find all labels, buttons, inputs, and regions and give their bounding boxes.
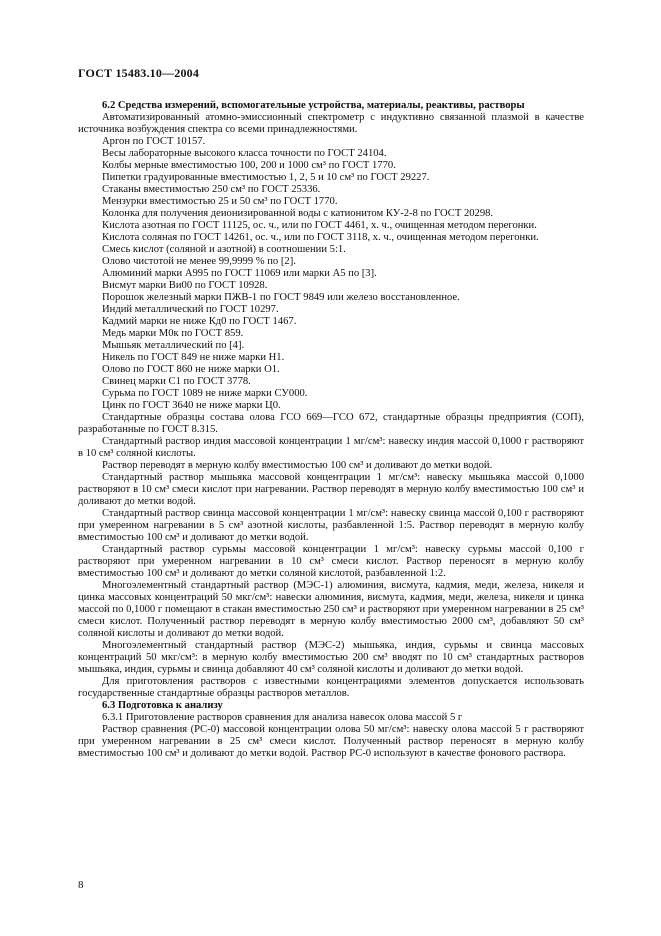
paragraph: Кислота азотная по ГОСТ 11125, ос. ч., или по ГОСТ 4461, х. ч., очищенная методом перегонки.	[102, 220, 537, 231]
section-heading: 6.2 Средства измерений, вспомогательные устройства, материалы, реактивы, растворы	[102, 100, 525, 111]
paragraph: Колбы мерные вместимостью 100, 200 и 1000 см³ по ГОСТ 1770.	[102, 160, 396, 171]
paragraph: Олово по ГОСТ 860 не ниже марки О1.	[102, 364, 280, 375]
paragraph: Медь марки М0к по ГОСТ 859.	[102, 328, 244, 339]
paragraph: Многоэлементный стандартный раствор (МЭС-2) мышьяка, индия, сурьмы и свинца массовых концентраций 50 мкг/см³: в мерную колбу вместимостью 200 см³ вводят по 10 см³ стандартных растворов мышьяка, индия, сурьмы и свинца добавляют 40 см³ соляной кислоты и доливают до метки водой.	[78, 640, 584, 675]
paragraph: Раствор переводят в мерную колбу вместимостью 100 см³ и доливают до метки водой.	[102, 460, 493, 471]
paragraph: Олово чистотой не менее 99,9999 % по [2].	[102, 256, 296, 267]
paragraph: Сурьма по ГОСТ 1089 не ниже марки СУ000.	[102, 388, 308, 399]
paragraph: Смесь кислот (соляной и азотной) в соотношении 5:1.	[102, 244, 346, 255]
paragraph: Индий металлический по ГОСТ 10297.	[102, 304, 279, 315]
paragraph: Стандартные образцы состава олова ГСО 669—ГСО 672, стандартные образцы предприятия (СОП), разработанные по ГОСТ 8.315.	[78, 412, 584, 435]
section-heading: 6.3 Подготовка к анализу	[102, 700, 223, 711]
paragraph: Весы лабораторные высокого класса точности по ГОСТ 24104.	[102, 148, 387, 159]
paragraph: Автоматизированный атомно-эмиссионный спектрометр с индуктивно связанной плазмой в качестве источника возбуждения спектра со всеми принадлежностями.	[78, 112, 584, 135]
paragraph: Стандартный раствор мышьяка массовой концентрации 1 мг/см³: навеску мышьяка массой 0,1000 растворяют в 10 см³ смеси кислот при нагревании. Раствор переводят в мерную колбу вместимостью 100 см³ и доливают до метки водой.	[78, 472, 584, 507]
subsection-heading: 6.3.1 Приготовление растворов сравнения для анализа навесок олова массой 5 г	[102, 712, 463, 723]
paragraph: Порошок железный марки ПЖВ-1 по ГОСТ 9849 или железо восстановленное.	[102, 292, 460, 303]
paragraph: Стандартный раствор сурьмы массовой концентрации 1 мг/см³: навеску сурьмы массой 0,100 г растворяют при умеренном нагревании в 10 см³ смеси кислот. Раствор переносят в мерную колбу вместимостью 100 см³ и доливают до метки соляной кислотой, разбавленной 1:2.	[78, 544, 584, 579]
document-body	[78, 100, 584, 760]
paragraph: Многоэлементный стандартный раствор (МЭС-1) алюминия, висмута, кадмия, меди, железа, никеля и цинка массовых концентраций 50 мкг/см³: навески алюминия, висмута, кадмия, меди, железа, никеля и цинка массой по 0,1000 г помещают в стакан вместимостью 250 см³ и растворяют при умеренном нагревании в 25 см³ смеси кислот. Полученный раствор переводят в мерную колбу вместимостью 2000 см³, добавляют 50 см³ соляной кислоты и доливают до метки водой.	[78, 580, 584, 639]
paragraph: Стаканы вместимостью 250 см³ по ГОСТ 25336.	[102, 184, 321, 195]
paragraph: Свинец марки С1 по ГОСТ 3778.	[102, 376, 251, 387]
paragraph: Никель по ГОСТ 849 не ниже марки Н1.	[102, 352, 285, 363]
paragraph: Стандартный раствор индия массовой концентрации 1 мг/см³: навеску индия массой 0,1000 г растворяют в 10 см³ соляной кислоты.	[78, 436, 584, 459]
paragraph: Цинк по ГОСТ 3640 не ниже марки Ц0.	[102, 400, 281, 411]
paragraph: Мышьяк металлический по [4].	[102, 340, 245, 351]
paragraph: Стандартный раствор свинца массовой концентрации 1 мг/см³: навеску свинца массой 0,100 г растворяют при умеренном нагревании в 5 см³ азотной кислоты, разбавленной 1:5. Раствор переводят в мерную колбу вместимостью 100 см³ и доливают до метки водой.	[78, 508, 584, 543]
paragraph: Раствор сравнения (РС-0) массовой концентрации олова 50 мг/см³: навеску олова массой 5 г растворяют при умеренном нагревании в 25 см³ смеси кислот. Полученный раствор переносят в мерную колбу вместимостью 100 см³ и доливают до метки водой. Раствор РС-0 используют в качестве фонового раствора.	[78, 724, 584, 759]
page-number: 8	[78, 879, 84, 891]
paragraph: Пипетки градуированные вместимостью 1, 2, 5 и 10 см³ по ГОСТ 29227.	[102, 172, 430, 183]
paragraph: Кадмий марки не ниже Кд0 по ГОСТ 1467.	[102, 316, 297, 327]
document-header: ГОСТ 15483.10—2004	[78, 66, 200, 80]
paragraph: Висмут марки Ви00 по ГОСТ 10928.	[102, 280, 268, 291]
paragraph: Аргон по ГОСТ 10157.	[102, 136, 206, 147]
paragraph: Для приготовления растворов с известными концентрациями элементов допускается использовать государственные стандартные образцы растворов металлов.	[78, 676, 584, 699]
paragraph: Кислота соляная по ГОСТ 14261, ос. ч., или по ГОСТ 3118, х. ч., очищенная методом перегонки.	[102, 232, 539, 243]
paragraph: Колонка для получения деионизированной воды с катионитом КУ-2-8 по ГОСТ 20298.	[102, 208, 494, 219]
paragraph: Алюминий марки А995 по ГОСТ 11069 или марки А5 по [3].	[102, 268, 377, 279]
paragraph: Мензурки вместимостью 25 и 50 см³ по ГОСТ 1770.	[102, 196, 338, 207]
